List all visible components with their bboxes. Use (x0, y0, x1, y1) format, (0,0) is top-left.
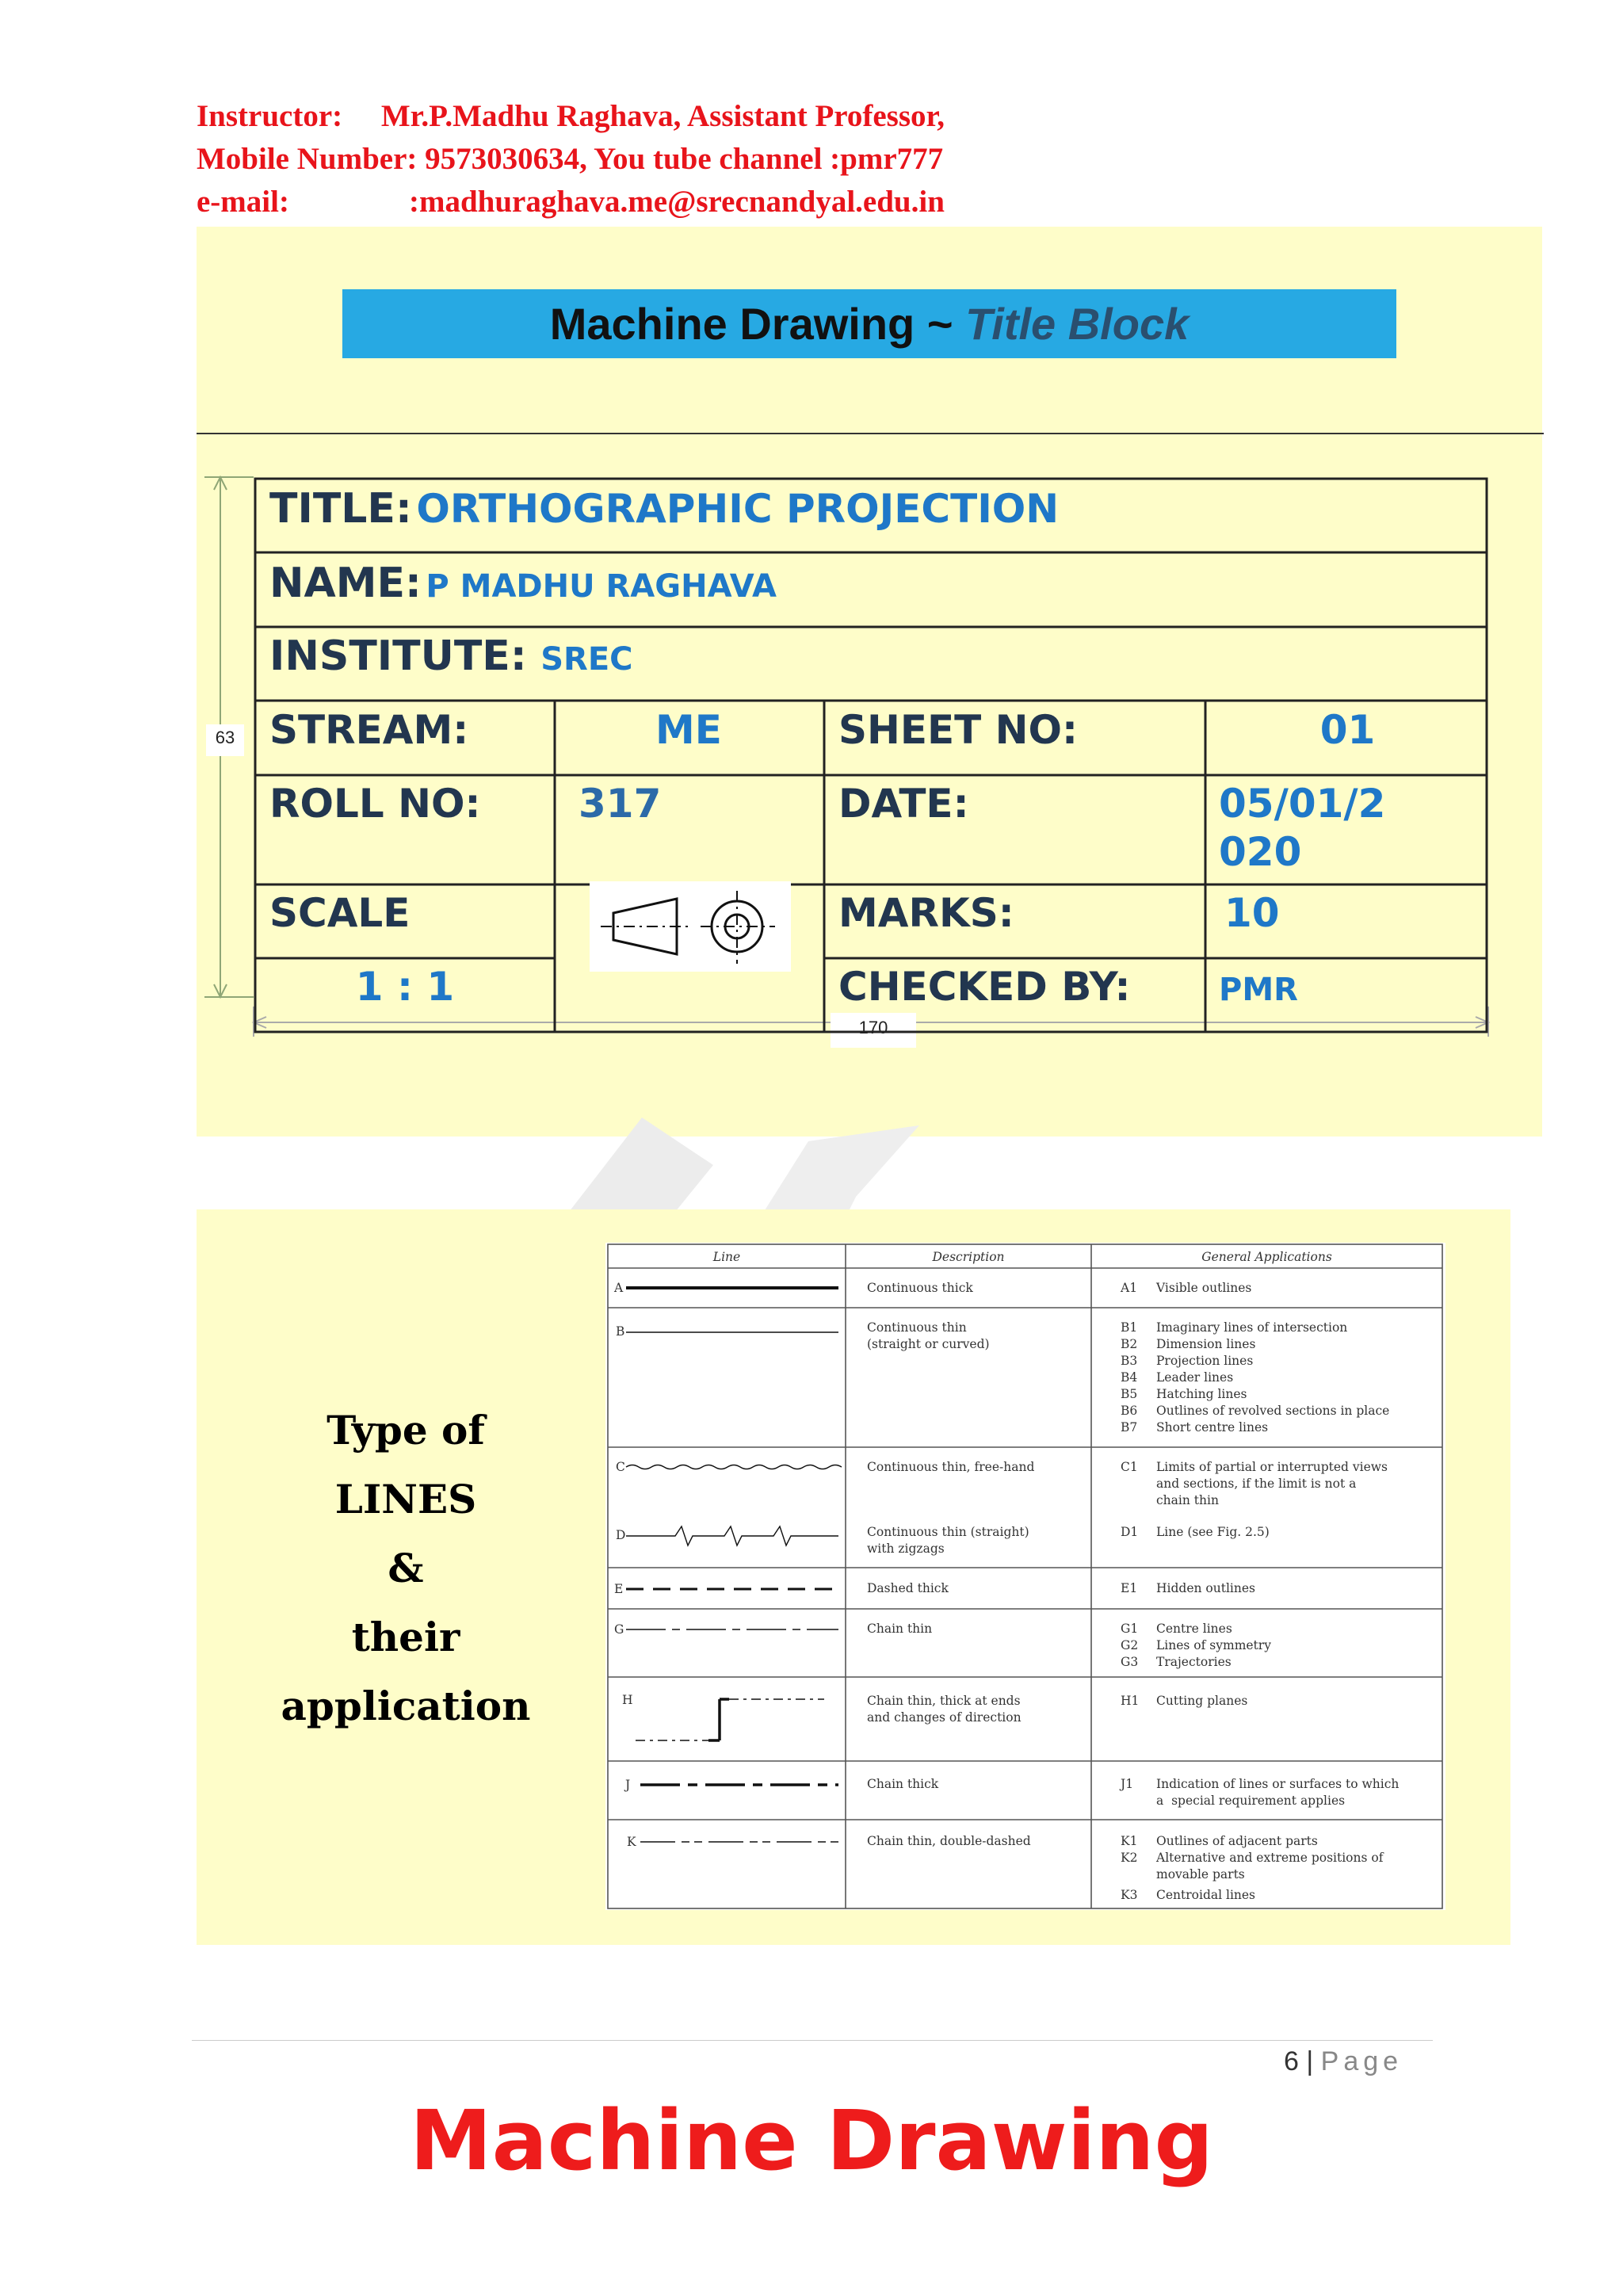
sheet-no-label: SHEET NO: (838, 707, 1079, 753)
app-k2-text: Alternative and extreme positions of (1156, 1851, 1384, 1865)
name-label: NAME: (269, 560, 422, 607)
desc-d-2: with zigzags (867, 1541, 945, 1556)
table-header-applications: General Applications (1201, 1250, 1332, 1264)
app-k2-text-2: movable parts (1156, 1867, 1245, 1881)
sheet-no-value: 01 (1319, 707, 1376, 753)
table-header-line: Line (712, 1250, 741, 1264)
instructor-line: Instructor: Mr.P.Madhu Raghava, Assistant Professor, (197, 99, 945, 133)
app-h1-text: Cutting planes (1156, 1694, 1248, 1708)
app-k1-code: K1 (1121, 1834, 1138, 1848)
slide2-heading-line5: application (281, 1683, 531, 1729)
app-c1-code: C1 (1121, 1460, 1138, 1474)
app-b2-text: Dimension lines (1156, 1337, 1256, 1351)
app-h1-code: H1 (1121, 1694, 1140, 1708)
app-b7-code: B7 (1121, 1420, 1138, 1435)
date-value-line1: 05/01/2 (1219, 781, 1386, 827)
app-j1-code: J1 (1121, 1777, 1134, 1791)
name-row (269, 560, 777, 607)
app-c1-text: Limits of partial or interrupted views (1156, 1460, 1388, 1474)
marks-value: 10 (1224, 890, 1280, 936)
app-e1-text: Hidden outlines (1156, 1581, 1255, 1595)
projection-symbol-icon (590, 881, 791, 972)
line-code-g: G (614, 1622, 624, 1637)
marks-label: MARKS: (838, 890, 1014, 936)
line-code-h: H (622, 1693, 633, 1707)
app-b1-code: B1 (1121, 1320, 1138, 1335)
divider (197, 433, 1544, 434)
line-code-d: D (616, 1528, 626, 1542)
app-a1-text: Visible outlines (1156, 1281, 1252, 1295)
app-k2-code: K2 (1121, 1851, 1138, 1865)
email-value: :madhuraghava.me@srecnandyal.edu.in (409, 185, 945, 219)
app-d1-text: Line (see Fig. 2.5) (1156, 1525, 1270, 1539)
title-row (269, 485, 1059, 533)
app-a1-code: A1 (1121, 1281, 1138, 1295)
slide2-heading-line1: Type of (327, 1407, 485, 1454)
desc-c: Continuous thin, free-hand (867, 1460, 1035, 1474)
app-g3-text: Trajectories (1156, 1655, 1232, 1669)
app-k3-code: K3 (1121, 1888, 1138, 1902)
line-code-c: C (616, 1460, 625, 1474)
app-g1-text: Centre lines (1156, 1622, 1232, 1636)
app-b6-code: B6 (1121, 1404, 1138, 1418)
desc-a: Continuous thick (867, 1281, 973, 1295)
desc-b-2: (straight or curved) (867, 1337, 990, 1351)
line-types-table-grid (605, 1243, 1445, 1910)
stream-label: STREAM: (269, 707, 469, 753)
height-dimension-value: 63 (215, 728, 235, 747)
app-b7-text: Short centre lines (1156, 1420, 1269, 1435)
line-sample-d (626, 1526, 838, 1545)
line-code-j: J (625, 1778, 631, 1792)
footer-title: Machine Drawing (410, 2092, 1213, 2189)
desc-h-1: Chain thin, thick at ends (867, 1694, 1021, 1708)
line-code-b: B (616, 1324, 625, 1339)
line-sample-h (636, 1699, 824, 1740)
slide2-heading-line2: LINES (334, 1476, 477, 1522)
date-value-line2: 020 (1219, 829, 1302, 875)
stream-value: ME (655, 707, 722, 753)
app-d1-code: D1 (1121, 1525, 1139, 1539)
app-b6-text: Outlines of revolved sections in place (1156, 1404, 1390, 1418)
page-number: 6 | Page (1284, 2046, 1403, 2076)
app-j1-text: Indication of lines or surfaces to which (1156, 1777, 1400, 1791)
desc-h-2: and changes of direction (867, 1710, 1022, 1725)
app-b4-text: Leader lines (1156, 1370, 1234, 1385)
desc-b-1: Continuous thin (867, 1320, 967, 1335)
app-e1-code: E1 (1121, 1581, 1138, 1595)
title-label: TITLE: (269, 485, 412, 533)
app-b3-text: Projection lines (1156, 1354, 1254, 1368)
line-code-k: K (627, 1835, 636, 1849)
desc-k: Chain thin, double-dashed (867, 1834, 1031, 1848)
table-header-description: Description (932, 1250, 1005, 1264)
app-j1-text-2: a special requirement applies (1156, 1794, 1346, 1808)
line-code-e: E (614, 1582, 624, 1596)
slide-banner-title: Machine Drawing ~ Title Block (549, 299, 1190, 349)
slide2-heading-line4: their (351, 1614, 460, 1660)
app-k1-text: Outlines of adjacent parts (1156, 1834, 1318, 1848)
mobile-line: Mobile Number: 9573030634, You tube channel :pmr777 (197, 142, 944, 176)
app-c1-text-2: and sections, if the limit is not a (1156, 1477, 1357, 1491)
footer-divider (192, 2040, 1433, 2041)
app-b3-code: B3 (1121, 1354, 1138, 1368)
app-b1-text: Imaginary lines of intersection (1156, 1320, 1348, 1335)
line-sample-c (626, 1465, 842, 1469)
app-b5-code: B5 (1121, 1387, 1138, 1401)
app-c1-text-3: chain thin (1156, 1493, 1219, 1507)
checked-by-label: CHECKED BY: (838, 964, 1131, 1010)
app-g1-code: G1 (1121, 1622, 1139, 1636)
email-label: e-mail: (197, 185, 289, 219)
desc-d-1: Continuous thin (straight) (867, 1525, 1029, 1539)
scale-value: 1 : 1 (355, 964, 455, 1010)
desc-e: Dashed thick (867, 1581, 949, 1595)
app-g2-text: Lines of symmetry (1156, 1638, 1271, 1652)
app-k3-text: Centroidal lines (1156, 1888, 1256, 1902)
desc-j: Chain thick (867, 1777, 939, 1791)
checked-by-value: PMR (1219, 972, 1298, 1008)
desc-g: Chain thin (867, 1622, 933, 1636)
slide2-heading-line3: & (388, 1545, 424, 1591)
app-b2-code: B2 (1121, 1337, 1138, 1351)
institute-label: INSTITUTE: (269, 632, 527, 680)
institute-row (269, 632, 633, 680)
date-label: DATE: (838, 781, 969, 827)
scale-label: SCALE (269, 890, 411, 936)
app-b4-code: B4 (1121, 1370, 1138, 1385)
roll-no-value: 317 (579, 781, 662, 827)
title-value: ORTHOGRAPHIC PROJECTION (416, 486, 1060, 532)
app-g3-code: G3 (1121, 1655, 1139, 1669)
line-code-a: A (614, 1281, 624, 1295)
name-value: P MADHU RAGHAVA (426, 568, 777, 605)
app-g2-code: G2 (1121, 1638, 1139, 1652)
institute-value: SREC (540, 641, 633, 678)
app-b5-text: Hatching lines (1156, 1387, 1247, 1401)
width-dimension-value: 170 (858, 1018, 888, 1037)
roll-no-label: ROLL NO: (269, 781, 481, 827)
